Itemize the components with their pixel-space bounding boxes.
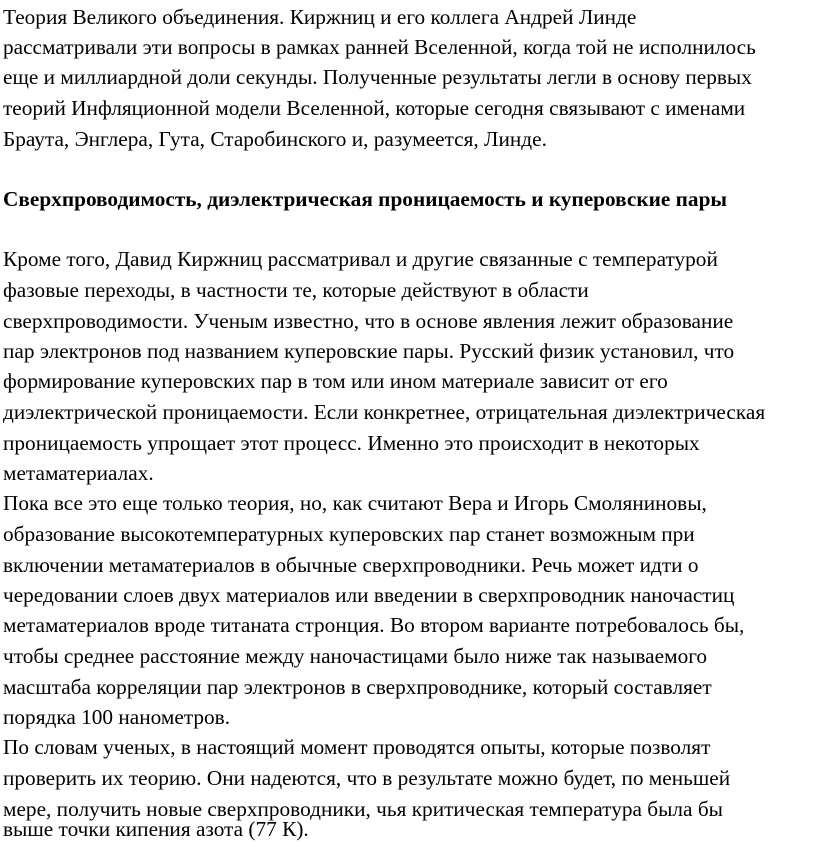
paragraph-1-line: еще и миллиардной доли секунды. Полученные результаты легли в основу первых bbox=[3, 65, 752, 89]
paragraph-2-line: метаматериалах. bbox=[3, 461, 154, 485]
paragraph-4-line: выше точки кипения азота (77 К). bbox=[3, 817, 309, 841]
paragraph-3-line: масштаба корреляции пар электронов в сверхпроводнике, который составляет bbox=[3, 675, 712, 699]
paragraph-4-line: мере, получить новые сверхпроводники, чья критическая температура была бы bbox=[3, 797, 723, 821]
paragraph-2-line: фазовые переходы, в частности те, которые действуют в области bbox=[3, 278, 589, 302]
paragraph-3-line: Пока все это еще только теория, но, как считают Вера и Игорь Смоляниновы, bbox=[3, 491, 707, 515]
paragraph-2-line: формирование куперовских пар в том или ином материале зависит от его bbox=[3, 369, 668, 393]
paragraph-1-line: теорий Инфляционной модели Вселенной, которые сегодня связывают с именами bbox=[3, 96, 746, 120]
paragraph-3-line: порядка 100 нанометров. bbox=[3, 705, 231, 729]
paragraph-1-line: Браута, Энглера, Гута, Старобинского и, разумеется, Линде. bbox=[3, 127, 547, 151]
paragraph-1-line: рассматривали эти вопросы в рамках ранней Вселенной, когда той не исполнилось bbox=[3, 35, 756, 59]
paragraph-2-line: проницаемость упрощает этот процесс. Именно это происходит в некоторых bbox=[3, 431, 700, 455]
paragraph-3-line: включении метаматериалов в обычные сверхпроводники. Речь может идти о bbox=[3, 553, 699, 577]
paragraph-4-line: По словам ученых, в настоящий момент проводятся опыты, которые позволят bbox=[3, 735, 711, 759]
paragraph-2-line: диэлектрической проницаемости. Если конкретнее, отрицательная диэлектрическая bbox=[3, 400, 766, 424]
paragraph-2-line: сверхпроводимости. Ученым известно, что в основе явления лежит образование bbox=[3, 309, 734, 333]
section-heading: Сверхпроводимость, диэлектрическая проницаемость и куперовские пары bbox=[3, 187, 728, 211]
paragraph-3-line: метаматериалов вроде титаната стронция. Во втором варианте потребовалось бы, bbox=[3, 613, 745, 637]
paragraph-3-line: образование высокотемпературных куперовских пар станет возможным при bbox=[3, 522, 695, 546]
paragraph-4-line: проверить их теорию. Они надеются, что в результате можно будет, по меньшей bbox=[3, 766, 731, 790]
paragraph-2-line: пар электронов под названием куперовские пары. Русский физик установил, что bbox=[3, 339, 735, 363]
paragraph-3-line: чтобы среднее расстояние между наночастицами было ниже так называемого bbox=[3, 644, 708, 668]
paragraph-3-line: чередовании слоев двух материалов или введении в сверхпроводник наночастиц bbox=[3, 583, 735, 607]
paragraph-2-line: Кроме того, Давид Киржниц рассматривал и другие связанные с температурой bbox=[3, 247, 718, 271]
paragraph-1-line: Теория Великого объединения. Киржниц и его коллега Андрей Линде bbox=[3, 5, 637, 29]
